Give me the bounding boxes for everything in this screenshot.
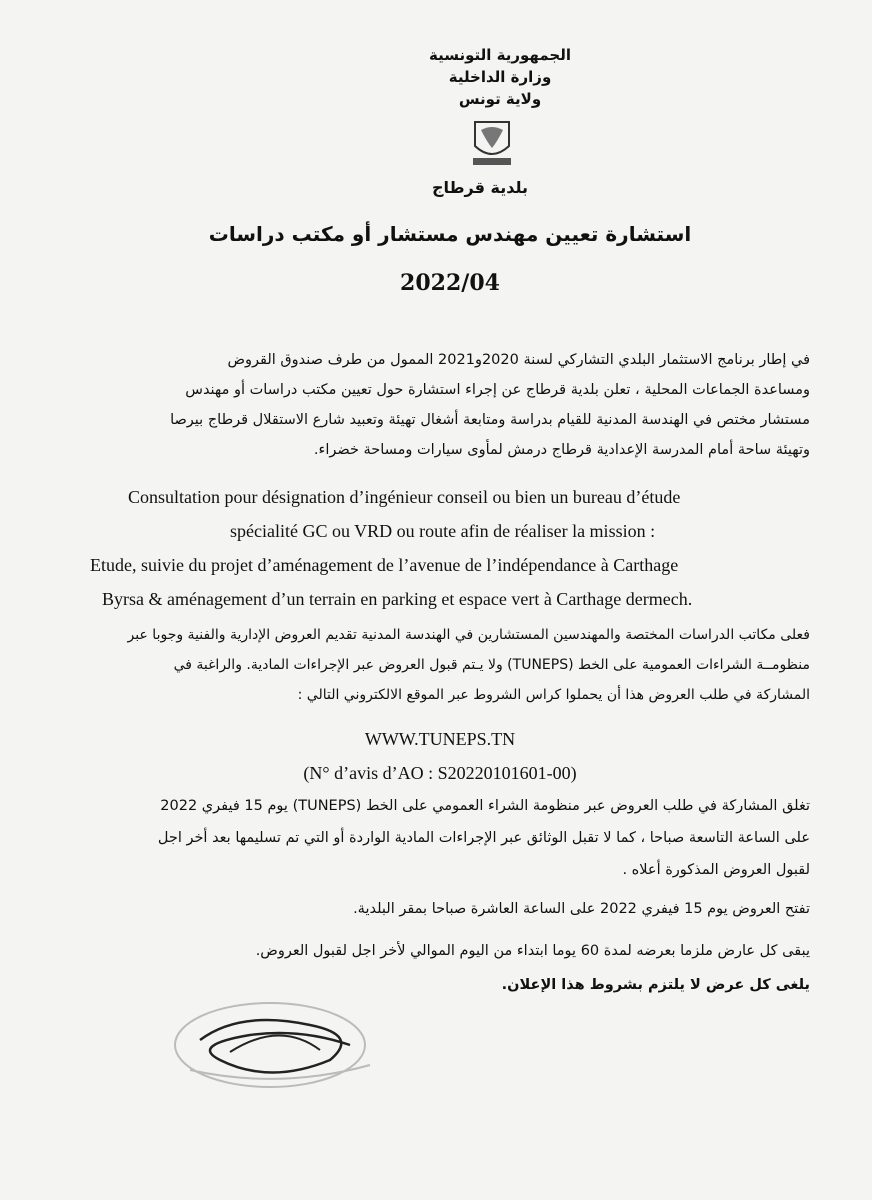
- signature-stamp-icon: [160, 990, 420, 1100]
- invite-line: المشاركة في طلب العروض هذا أن يحملوا كراس الشروط عبر الموقع الالكتروني التالي :: [297, 687, 810, 703]
- french-paragraph: [90, 480, 810, 616]
- intro-line: في إطار برنامج الاستثمار البلدي التشاركي لسنة 2020و2021 الممول من طرف صندوق القروض: [227, 352, 810, 368]
- intro-line: مستشار مختص في الهندسة المدنية للقيام بدراسة ومتابعة أشغال تهيئة وتعبيد شارع الاستقلال قرطاج بيرصا: [170, 412, 810, 428]
- closing-line: لقبول العروض المذكورة أعلاه .: [622, 862, 810, 878]
- validity-paragraph: [100, 936, 810, 966]
- invite-paragraph: [100, 620, 810, 710]
- intro-line: وتهيئة ساحة أمام المدرسة الإعدادية قرطاج درمش لمأوى سيارات ومساحة خضراء.: [313, 442, 810, 458]
- opening-paragraph: [100, 894, 810, 924]
- french-line: Byrsa & aménagement d’un terrain en parking et espace vert à Carthage dermech.: [102, 589, 693, 609]
- closing-line: على الساعة التاسعة صباحا ، كما لا تقبل الوثائق عبر الإجراءات المادية الواردة أو التي تم تسليمها بعد أخر اجل: [157, 830, 810, 846]
- closing-paragraph: [100, 790, 810, 886]
- validity-line: يبقى كل عارض ملزما بعرضه لمدة 60 يوما ابتداء من اليوم الموالي لأخر اجل لقبول العروض.: [255, 943, 810, 959]
- municipality-name: بلدية قرطاج: [431, 178, 529, 197]
- intro-line: ومساعدة الجماعات المحلية ، تعلن بلدية قرطاج عن إجراء استشارة حول تعيين مكتب دراسات أو مهندس: [185, 382, 810, 398]
- french-line: spécialité GC ou VRD ou route afin de réaliser la mission :: [230, 521, 656, 541]
- notice-number: (N° d’avis d’AO : S20220101601-00): [303, 763, 577, 783]
- opening-line: تفتح العروض يوم 15 فيفري 2022 على الساعة العاشرة صباحا بمقر البلدية.: [353, 901, 810, 917]
- invite-line: منظومــة الشراءات العمومية على الخط (TUNEPS) ولا يـتم قبول العروض عبر الإجراءات المادية. والراغبة في: [173, 657, 810, 673]
- french-line: Consultation pour désignation d’ingénieur conseil ou bien un bureau d’étude: [128, 487, 681, 507]
- ministry-name: وزارة الداخلية: [448, 68, 552, 86]
- carthage-emblem-icon: [463, 118, 521, 168]
- website-line: [100, 722, 780, 756]
- governorate-name: ولاية تونس: [458, 90, 542, 108]
- letterhead: [400, 44, 600, 110]
- closing-line: تغلق المشاركة في طلب العروض عبر منظومة الشراء العمومي على الخط (TUNEPS) يوم 15 فيفري 2022: [160, 798, 810, 814]
- notice-reference: 2022/04: [400, 270, 500, 296]
- notice-number-line: [100, 756, 780, 790]
- republic-name: الجمهورية التونسية: [429, 46, 571, 64]
- intro-paragraph: [100, 345, 810, 465]
- french-line: Etude, suivie du projet d’aménagement de l’avenue de l’indépendance à Carthage: [90, 555, 679, 575]
- cancel-line: يلغى كل عرض لا يلتزم بشروط هذا الإعلان.: [501, 977, 810, 993]
- invite-line: فعلى مكاتب الدراسات المختصة والمهندسين المستشارين في الهندسة المدنية تقديم العروض الإدارية والفنية وجوبا عبر: [127, 627, 810, 643]
- notice-title: استشارة تعيين مهندس مستشار أو مكتب دراسات: [208, 222, 692, 246]
- website-link[interactable]: WWW.TUNEPS.TN: [364, 729, 516, 749]
